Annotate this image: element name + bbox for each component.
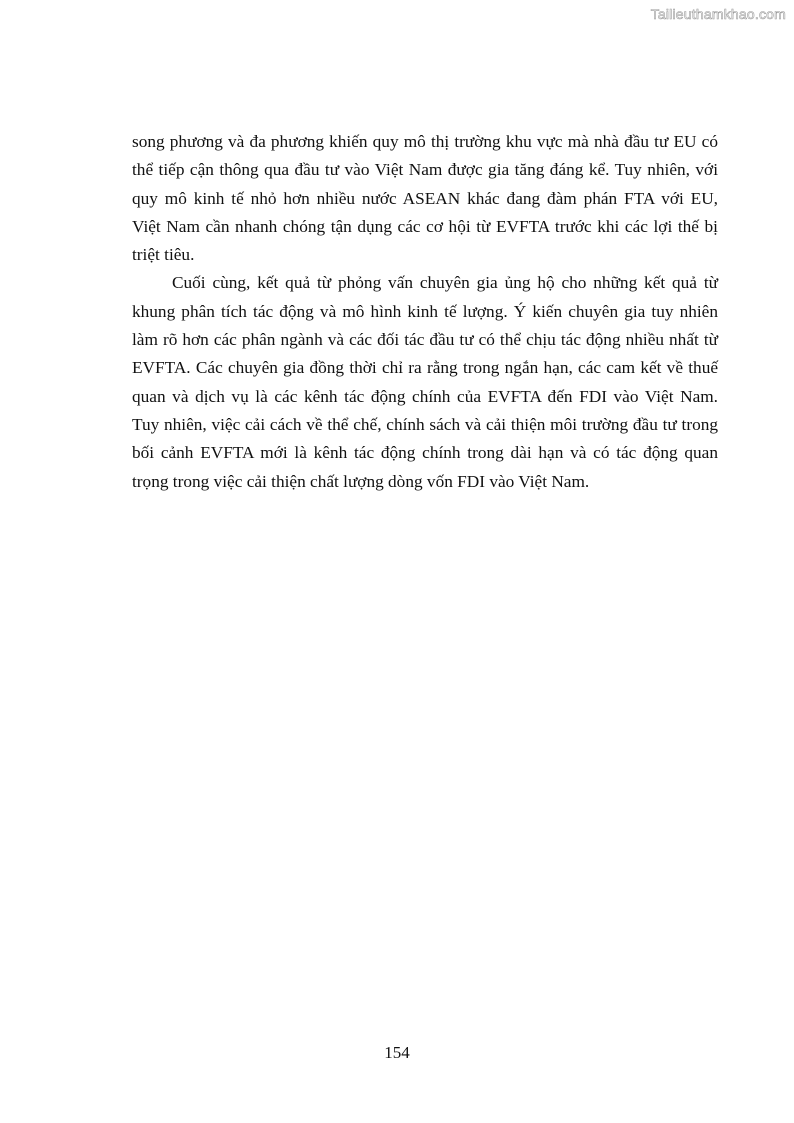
text-line: quan và dịch vụ là các kênh tác động chính của EVFTA đến FDI vào Việt Nam. bbox=[132, 386, 718, 406]
text-line: triệt tiêu. bbox=[132, 245, 195, 265]
paragraph-2 bbox=[132, 269, 718, 495]
document-body bbox=[132, 128, 718, 496]
text-line: làm rõ hơn các phân ngành và các đối tác đầu tư có thể chịu tác động nhiều nhất từ bbox=[132, 330, 718, 350]
text-line: trọng trong việc cải thiện chất lượng dòng vốn FDI vào Việt Nam. bbox=[132, 471, 590, 491]
text-line: Tuy nhiên, việc cải cách về thể chế, chính sách và cải thiện môi trường đầu tư trong bbox=[132, 414, 718, 434]
text-line: khung phân tích tác động và mô hình kinh tế lượng. Ý kiến chuyên gia tuy nhiên bbox=[132, 301, 718, 321]
watermark: Tailieuthamkhao.com bbox=[650, 6, 786, 22]
text-line: quy mô kinh tế nhỏ hơn nhiều nước ASEAN khác đang đàm phán FTA với EU, bbox=[132, 188, 718, 208]
page-number: 154 bbox=[384, 1043, 410, 1062]
text-line: bối cảnh EVFTA mới là kênh tác động chính trong dài hạn và có tác động quan bbox=[132, 443, 718, 463]
text-line: EVFTA. Các chuyên gia đồng thời chỉ ra rằng trong ngắn hạn, các cam kết về thuế bbox=[132, 358, 718, 378]
text-line: Việt Nam cần nhanh chóng tận dụng các cơ hội từ EVFTA trước khi các lợi thế bị bbox=[132, 216, 718, 236]
text-line: Cuối cùng, kết quả từ phỏng vấn chuyên gia ủng hộ cho những kết quả từ bbox=[172, 273, 718, 293]
paragraph-1 bbox=[132, 128, 718, 269]
text-line: song phương và đa phương khiến quy mô thị trường khu vực mà nhà đầu tư EU có bbox=[132, 132, 718, 151]
text-line: thể tiếp cận thông qua đầu tư vào Việt Nam được gia tăng đáng kể. Tuy nhiên, với bbox=[132, 160, 718, 180]
